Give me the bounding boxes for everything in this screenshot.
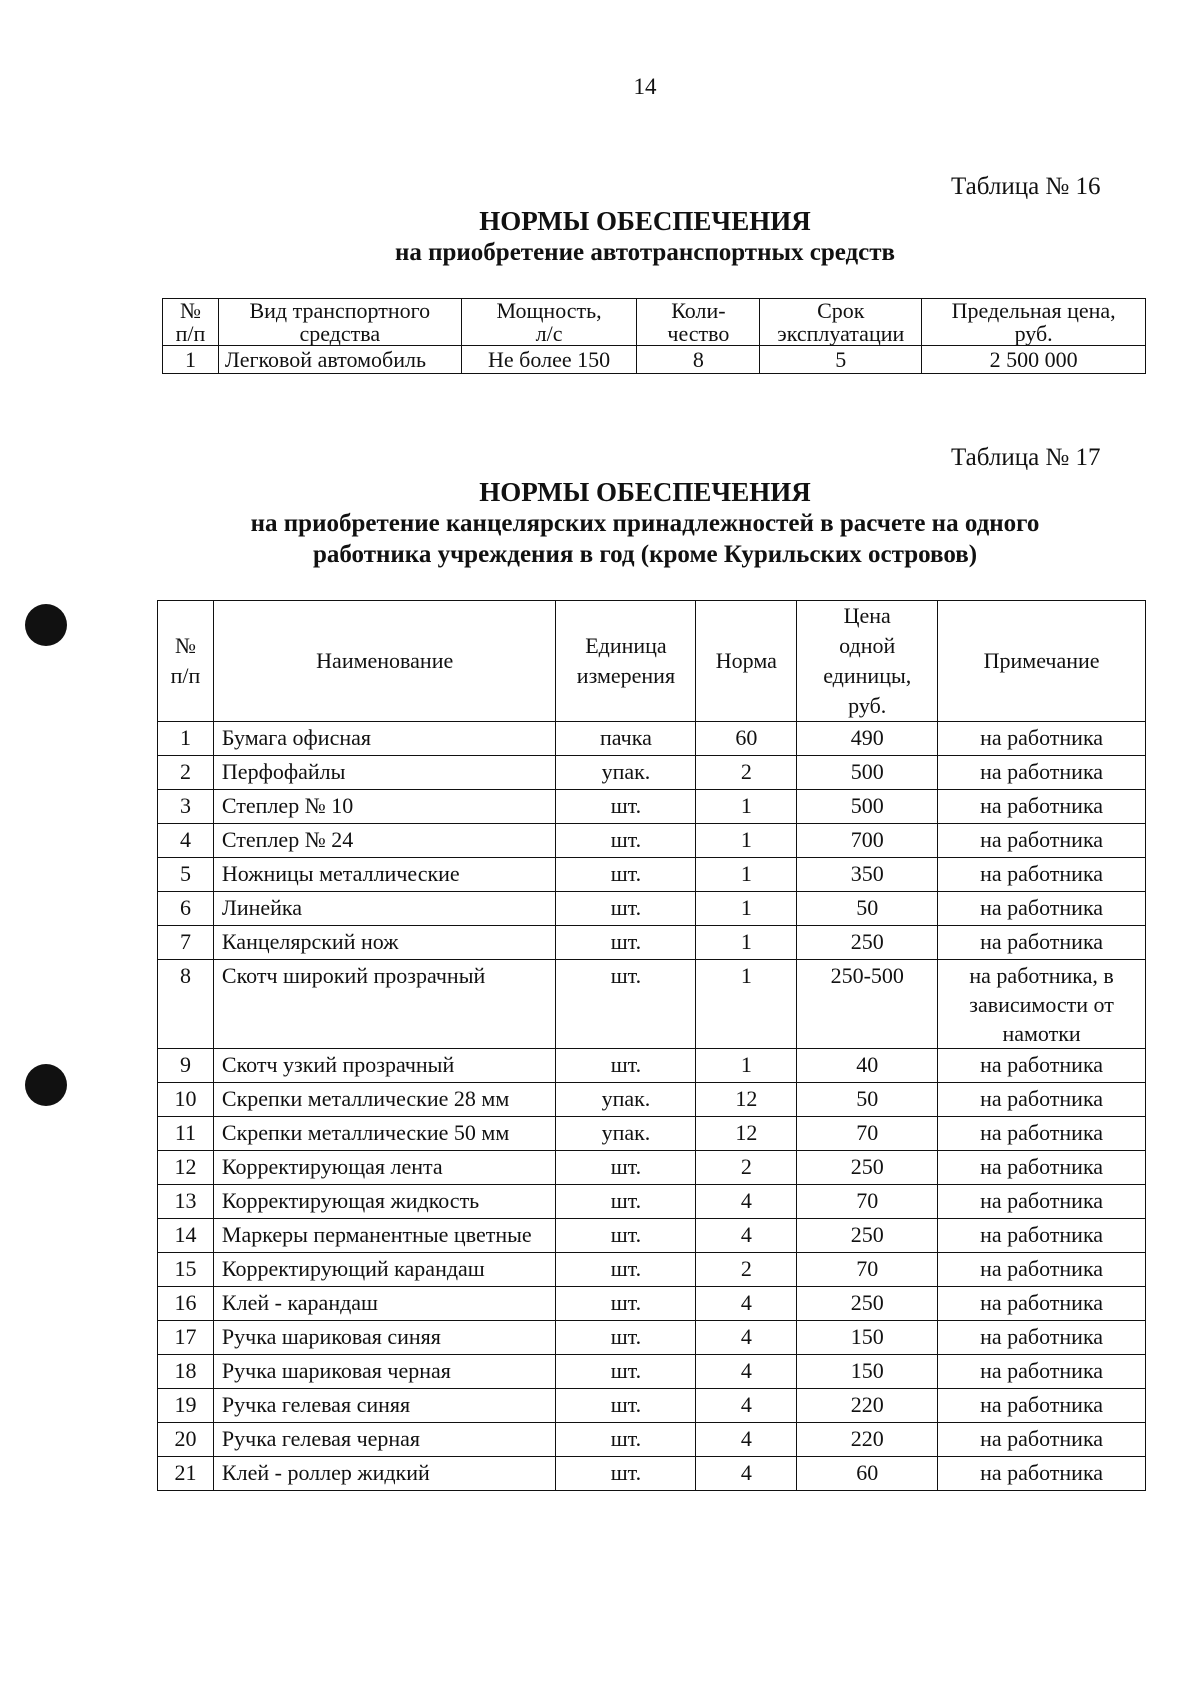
t17-cell-c6: на работника: [938, 1219, 1146, 1253]
t17-cell-num: 5: [158, 858, 214, 892]
t16-header-cell: [922, 299, 1146, 346]
t17-cell-c5: 70: [797, 1185, 938, 1219]
t17-cell-c3: шт.: [556, 1287, 696, 1321]
t17-row: [158, 1219, 1146, 1253]
t17-cell-num: 9: [158, 1049, 214, 1083]
punch-hole-bottom: [25, 1064, 67, 1106]
t17-cell-c5: 70: [797, 1117, 938, 1151]
t17-cell-num: 18: [158, 1355, 214, 1389]
t17-cell-c3: шт.: [556, 892, 696, 926]
t17-cell-name: Корректирующая жидкость: [213, 1185, 556, 1219]
t17-cell-c4: 4: [696, 1185, 797, 1219]
t17-cell-c3: шт.: [556, 1457, 696, 1491]
t17-cell-c4: 1: [696, 960, 797, 1049]
punch-hole-top: [25, 604, 67, 646]
t17-cell-c6: на работника: [938, 1389, 1146, 1423]
t17-header-line: №: [174, 633, 196, 658]
t17-header-line: одной: [839, 633, 896, 658]
t17-cell-c4: 60: [696, 722, 797, 756]
t17-cell-c4: 4: [696, 1219, 797, 1253]
t17-cell-c5: 40: [797, 1049, 938, 1083]
t17-cell-num: 8: [158, 960, 214, 1049]
t17-cell-c6: на работника: [938, 1049, 1146, 1083]
t17-cell-num: 4: [158, 824, 214, 858]
t17-cell-c4: 1: [696, 926, 797, 960]
t17-cell-c3: упак.: [556, 756, 696, 790]
t17-cell-c6: на работника: [938, 1423, 1146, 1457]
t17-cell-c6: на работника: [938, 892, 1146, 926]
t17-row: [158, 1355, 1146, 1389]
table17-label: Таблица № 17: [951, 444, 1101, 471]
t17-row: [158, 1083, 1146, 1117]
table16-label: Таблица № 16: [951, 173, 1101, 200]
t16-cell-c4: 8: [637, 346, 760, 374]
t17-cell-num: 20: [158, 1423, 214, 1457]
t16-header-line: Вид транспортного: [249, 298, 431, 323]
t17-row: [158, 1423, 1146, 1457]
table16: [162, 298, 1146, 374]
table17-heading: [0, 477, 1200, 570]
t17-cell-c3: пачка: [556, 722, 696, 756]
t17-header-line: Наименование: [316, 648, 454, 673]
t17-cell-name: Ручка гелевая синяя: [213, 1389, 556, 1423]
t17-cell-c5: 150: [797, 1321, 938, 1355]
t17-row: [158, 824, 1146, 858]
t17-cell-num: 2: [158, 756, 214, 790]
t17-cell-name: Клей - роллер жидкий: [213, 1457, 556, 1491]
t17-cell-c3: шт.: [556, 1355, 696, 1389]
t17-cell-c5: 70: [797, 1253, 938, 1287]
t17-cell-num: 12: [158, 1151, 214, 1185]
table17-subtitle-line1: на приобретение канцелярских принадлежностей в расчете на одного: [250, 510, 1040, 537]
t17-cell-num: 17: [158, 1321, 214, 1355]
t17-header-cell: [797, 601, 938, 722]
t17-cell-c5: 250-500: [797, 960, 938, 1049]
t16-cell-num: 1: [163, 346, 219, 374]
t17-cell-c6: на работника: [938, 722, 1146, 756]
t17-cell-num: 13: [158, 1185, 214, 1219]
t17-cell-num: 15: [158, 1253, 214, 1287]
t17-row: [158, 1389, 1146, 1423]
t17-cell-name: Маркеры перманентные цветные: [213, 1219, 556, 1253]
table16-heading: [0, 206, 1200, 268]
t17-cell-name: Скрепки металлические 28 мм: [213, 1083, 556, 1117]
t17-cell-c5: 250: [797, 1151, 938, 1185]
t17-cell-c4: 4: [696, 1321, 797, 1355]
t17-cell-c3: шт.: [556, 1049, 696, 1083]
t17-cell-c3: упак.: [556, 1117, 696, 1151]
t16-cell-c3: Не более 150: [461, 346, 637, 374]
table16-title: НОРМЫ ОБЕСПЕЧЕНИЯ: [479, 206, 811, 236]
t17-cell-c5: 250: [797, 1219, 938, 1253]
page-number: 14: [633, 74, 657, 99]
t17-cell-name: Ручка шариковая черная: [213, 1355, 556, 1389]
t17-cell-c3: шт.: [556, 1389, 696, 1423]
t17-cell-c4: 2: [696, 1253, 797, 1287]
t17-cell-num: 14: [158, 1219, 214, 1253]
t17-cell-num: 19: [158, 1389, 214, 1423]
t17-cell-name: Канцелярский нож: [213, 926, 556, 960]
t17-cell-name: Степлер № 24: [213, 824, 556, 858]
t17-header-line: Норма: [715, 648, 777, 673]
t17-cell-name: Скрепки металлические 50 мм: [213, 1117, 556, 1151]
t17-cell-c6: на работника: [938, 790, 1146, 824]
t17-header-row: [158, 601, 1146, 722]
t17-cell-num: 21: [158, 1457, 214, 1491]
t17-row: [158, 1185, 1146, 1219]
t17-row: [158, 1287, 1146, 1321]
t17-header-cell: [213, 601, 556, 722]
t17-cell-c6: на работника: [938, 1355, 1146, 1389]
t17-row: [158, 960, 1146, 1049]
t17-cell-c6: на работника: [938, 1117, 1146, 1151]
t17-header-line: единицы,: [823, 663, 912, 688]
t16-header-cell: [760, 299, 922, 346]
t17-row: [158, 790, 1146, 824]
t17-cell-c5: 490: [797, 722, 938, 756]
t17-cell-name: Бумага офисная: [213, 722, 556, 756]
t17-header-cell: [696, 601, 797, 722]
t17-cell-c5: 500: [797, 790, 938, 824]
t17-cell-name: Перфофайлы: [213, 756, 556, 790]
t16-header-line: №: [179, 298, 201, 323]
t17-cell-num: 7: [158, 926, 214, 960]
t17-cell-c6: на работника: [938, 926, 1146, 960]
t17-row: [158, 1321, 1146, 1355]
t17-cell-name: Клей - карандаш: [213, 1287, 556, 1321]
t16-header-line: Предельная цена,: [951, 298, 1116, 323]
t17-cell-c4: 1: [696, 1049, 797, 1083]
t17-cell-name: Ручка шариковая синяя: [213, 1321, 556, 1355]
t17-row: [158, 892, 1146, 926]
t17-row: [158, 722, 1146, 756]
t17-cell-c5: 700: [797, 824, 938, 858]
t17-cell-name: Ручка гелевая черная: [213, 1423, 556, 1457]
t17-cell-c4: 2: [696, 1151, 797, 1185]
t17-cell-name: Корректирующая лента: [213, 1151, 556, 1185]
t17-cell-c5: 150: [797, 1355, 938, 1389]
t17-cell-c4: 12: [696, 1117, 797, 1151]
t16-header-line: п/п: [175, 321, 206, 346]
t17-cell-c4: 4: [696, 1287, 797, 1321]
t17-cell-c3: шт.: [556, 926, 696, 960]
t17-cell-c6: на работника: [938, 858, 1146, 892]
t17-cell-c3: шт.: [556, 1185, 696, 1219]
t17-header-cell: [556, 601, 696, 722]
t17-cell-num: 6: [158, 892, 214, 926]
t17-cell-c5: 350: [797, 858, 938, 892]
t17-cell-c3: шт.: [556, 1423, 696, 1457]
t17-cell-c5: 50: [797, 892, 938, 926]
table16-subtitle: на приобретение автотранспортных средств: [394, 239, 896, 266]
t17-cell-c6: на работника: [938, 1457, 1146, 1491]
t17-header-line: Цена: [843, 603, 891, 628]
t17-row: [158, 1117, 1146, 1151]
t17-cell-name: Корректирующий карандаш: [213, 1253, 556, 1287]
t17-cell-num: 10: [158, 1083, 214, 1117]
t17-cell-c4: 4: [696, 1457, 797, 1491]
t17-cell-c6: на работника: [938, 1083, 1146, 1117]
t16-header-cell: [218, 299, 461, 346]
t17-row: [158, 858, 1146, 892]
t16-header-line: руб.: [1014, 321, 1053, 346]
t17-cell-c3: шт.: [556, 960, 696, 1049]
t17-cell-c6: на работника: [938, 1151, 1146, 1185]
t16-row: [163, 346, 1146, 374]
table17-subtitle-line2: работника учреждения в год (кроме Курильских островов): [312, 541, 978, 568]
t17-cell-c6: на работника: [938, 1253, 1146, 1287]
t17-row: [158, 926, 1146, 960]
t17-cell-c4: 4: [696, 1389, 797, 1423]
t17-row: [158, 1457, 1146, 1491]
t16-header-line: эксплуатации: [777, 321, 905, 346]
t16-cell-c6: 2 500 000: [922, 346, 1146, 374]
t16-header-line: л/с: [535, 321, 563, 346]
t17-cell-c5: 50: [797, 1083, 938, 1117]
t17-cell-c4: 1: [696, 824, 797, 858]
t17-cell-c3: шт.: [556, 790, 696, 824]
table17: [157, 600, 1146, 1491]
t17-cell-num: 3: [158, 790, 214, 824]
t17-cell-num: 1: [158, 722, 214, 756]
t17-cell-c4: 1: [696, 858, 797, 892]
t16-header-line: Мощность,: [496, 298, 602, 323]
t17-cell-num: 11: [158, 1117, 214, 1151]
t17-header-line: п/п: [170, 663, 201, 688]
t17-cell-c3: шт.: [556, 824, 696, 858]
t17-cell-name: Ножницы металлические: [213, 858, 556, 892]
t16-cell-c5: 5: [760, 346, 922, 374]
t17-cell-c5: 60: [797, 1457, 938, 1491]
t17-cell-name: Скотч узкий прозрачный: [213, 1049, 556, 1083]
t17-row: [158, 1151, 1146, 1185]
t16-header-cell: [163, 299, 219, 346]
t16-header-cell: [461, 299, 637, 346]
t17-cell-c3: шт.: [556, 858, 696, 892]
t17-cell-name: Линейка: [213, 892, 556, 926]
t17-cell-c5: 220: [797, 1389, 938, 1423]
t17-cell-c6: на работника, в зависимости от намотки: [938, 960, 1146, 1049]
t17-header-line: измерения: [576, 663, 676, 688]
t17-cell-c3: шт.: [556, 1253, 696, 1287]
t17-row: [158, 756, 1146, 790]
t17-cell-c5: 220: [797, 1423, 938, 1457]
t17-cell-c3: шт.: [556, 1151, 696, 1185]
t17-cell-c5: 250: [797, 926, 938, 960]
t17-cell-c3: шт.: [556, 1219, 696, 1253]
t17-cell-c5: 250: [797, 1287, 938, 1321]
t16-header-cell: [637, 299, 760, 346]
t17-header-cell: [158, 601, 214, 722]
t17-header-line: Примечание: [983, 648, 1100, 673]
t17-header-cell: [938, 601, 1146, 722]
t17-cell-c4: 12: [696, 1083, 797, 1117]
t17-cell-c3: упак.: [556, 1083, 696, 1117]
t16-header-line: Коли-: [671, 298, 726, 323]
t17-cell-c4: 4: [696, 1423, 797, 1457]
t17-header-line: Единица: [585, 633, 667, 658]
t17-header-line: руб.: [848, 693, 887, 718]
t17-cell-c6: на работника: [938, 1321, 1146, 1355]
t17-cell-c6: на работника: [938, 756, 1146, 790]
t17-cell-c6: на работника: [938, 1185, 1146, 1219]
t17-cell-c4: 4: [696, 1355, 797, 1389]
t17-cell-c4: 1: [696, 892, 797, 926]
t17-cell-name: Степлер № 10: [213, 790, 556, 824]
t16-header-line: средства: [299, 321, 381, 346]
t16-header-line: чество: [667, 321, 730, 346]
t17-row: [158, 1253, 1146, 1287]
table17-title: НОРМЫ ОБЕСПЕЧЕНИЯ: [479, 477, 811, 507]
t17-cell-name: Скотч широкий прозрачный: [213, 960, 556, 1049]
t17-cell-c3: шт.: [556, 1321, 696, 1355]
t16-header-row: [163, 299, 1146, 346]
t16-cell-name: Легковой автомобиль: [218, 346, 461, 374]
t16-header-line: Срок: [817, 298, 865, 323]
t17-cell-c5: 500: [797, 756, 938, 790]
t17-cell-num: 16: [158, 1287, 214, 1321]
t17-cell-c4: 2: [696, 756, 797, 790]
t17-cell-c6: на работника: [938, 824, 1146, 858]
t17-cell-c6: на работника: [938, 1287, 1146, 1321]
t17-row: [158, 1049, 1146, 1083]
t17-cell-c4: 1: [696, 790, 797, 824]
